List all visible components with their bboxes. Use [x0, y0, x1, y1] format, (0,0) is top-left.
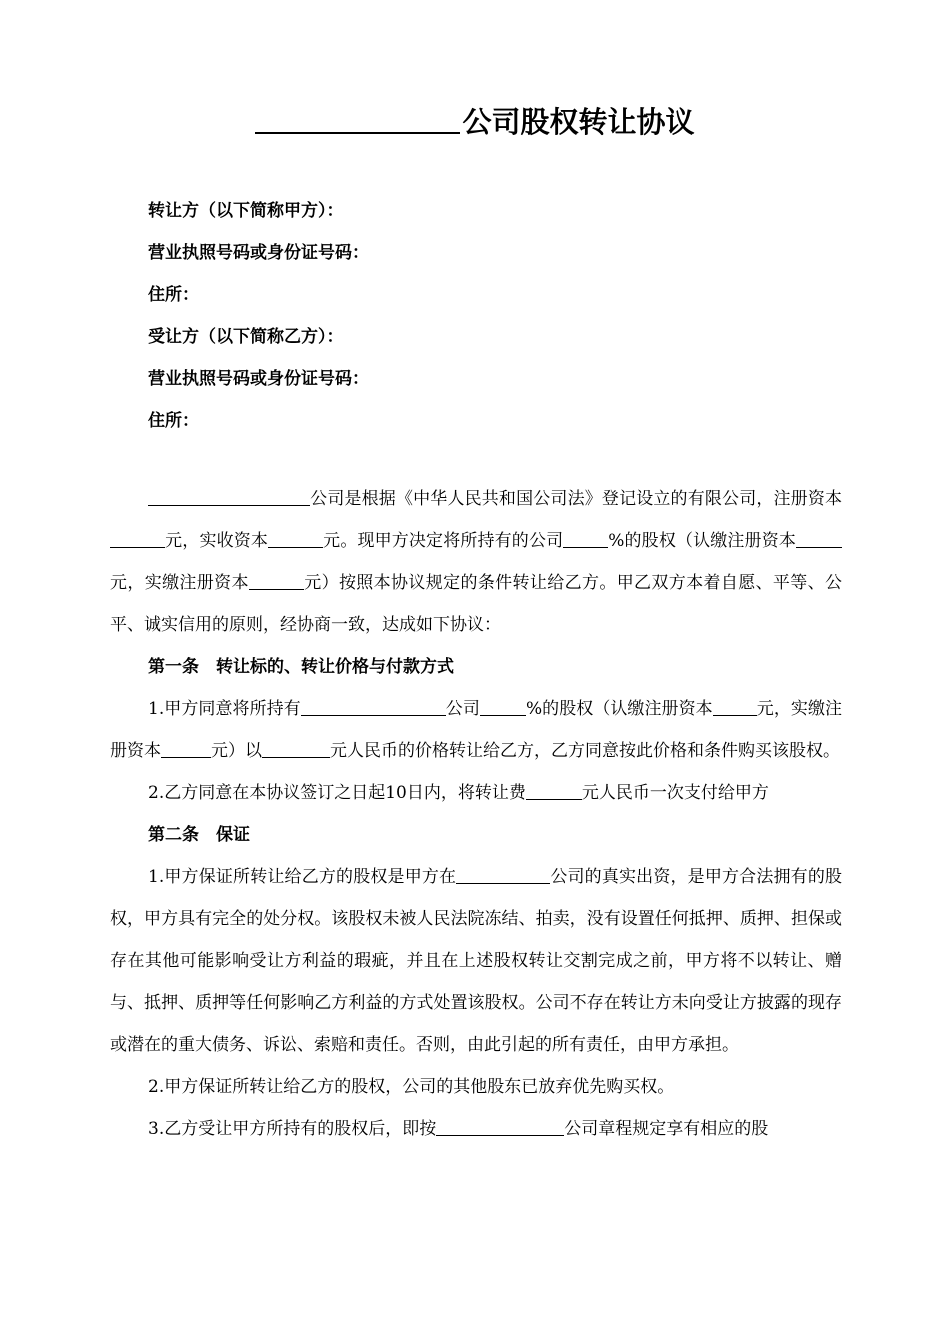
article-2-clause-1: 1.甲方保证所转让给乙方的股权是甲方在 公司的真实出资，是甲方合法拥有的股权，甲方具有完全的处分权。该股权未被人民法院冻结、拍卖，没有设置任何抵押、质押、担保或存在其他可能影响受让方利益的瑕疵，并且在上述股权转让交割完成之前，甲方将不以转让、赠与、抵押、质押等任何影响乙方利益的方式处置该股权。公司不存在转让方未向受让方披露的现存或潜在的重大债务、诉讼、索赔和责任。否则，由此引起的所有责任，由甲方承担。 [110, 856, 842, 1066]
article-2-clause-3: 3.乙方受让甲方所持有的股权后，即按 公司章程规定享有相应的股 [110, 1108, 842, 1150]
transferor-license-label: 营业执照号码或身份证号码： [148, 243, 369, 263]
paid-in-capital-blank [161, 738, 211, 758]
paid-capital-blank [268, 528, 323, 548]
party-info-block [148, 190, 369, 442]
subscribed-capital-blank [796, 528, 842, 548]
company-blank [148, 486, 310, 506]
document-title [0, 100, 950, 144]
transferee-license-label: 营业执照号码或身份证号码： [148, 369, 369, 389]
intro-paragraph: 公司是根据《中华人民共和国公司法》登记设立的有限公司，注册资本元，实收资本 元。现甲方决定将所持有的公司 %的股权（认缴注册资本元，实缴注册资本 元）按照本协议规定的条件转让给乙方。甲乙双方本着自愿、平等、公平、诚实信用的原则，经协商一致，达成如下协议： [110, 478, 842, 646]
registered-capital-blank [110, 528, 165, 548]
subscribed-capital-blank [713, 696, 757, 716]
company-name-blank [255, 102, 460, 134]
article-1-clause-2: 2.乙方同意在本协议签订之日起10日内，将转让费 元人民币一次支付给甲方 [110, 772, 842, 814]
transferor-label: 转让方（以下简称甲方）： [148, 201, 344, 221]
agreement-body [110, 478, 842, 1150]
article-1-clause-1: 1.甲方同意将所持有 公司 %的股权（认缴注册资本 元，实缴注册资本 元）以 元人民币的价格转让给乙方，乙方同意按此价格和条件购买该股权。 [110, 688, 842, 772]
company-blank [456, 864, 550, 884]
share-percent-blank [563, 528, 608, 548]
article-2-heading: 第二条 保证 [148, 825, 250, 845]
share-percent-blank [480, 696, 526, 716]
company-blank [436, 1116, 564, 1136]
transfer-fee-blank [526, 780, 582, 800]
transferee-label: 受让方（以下简称乙方）： [148, 327, 344, 347]
transferor-address-label: 住所： [148, 285, 199, 305]
paid-in-capital-blank [249, 570, 304, 590]
article-2-clause-2: 2.甲方保证所转让给乙方的股权，公司的其他股东已放弃优先购买权。 [148, 1077, 675, 1097]
transferee-address-label: 住所： [148, 411, 199, 431]
company-blank [301, 696, 446, 716]
title-text: 公司股权转让协议 [462, 105, 695, 139]
price-blank [262, 738, 330, 758]
article-1-heading: 第一条 转让标的、转让价格与付款方式 [148, 657, 454, 677]
